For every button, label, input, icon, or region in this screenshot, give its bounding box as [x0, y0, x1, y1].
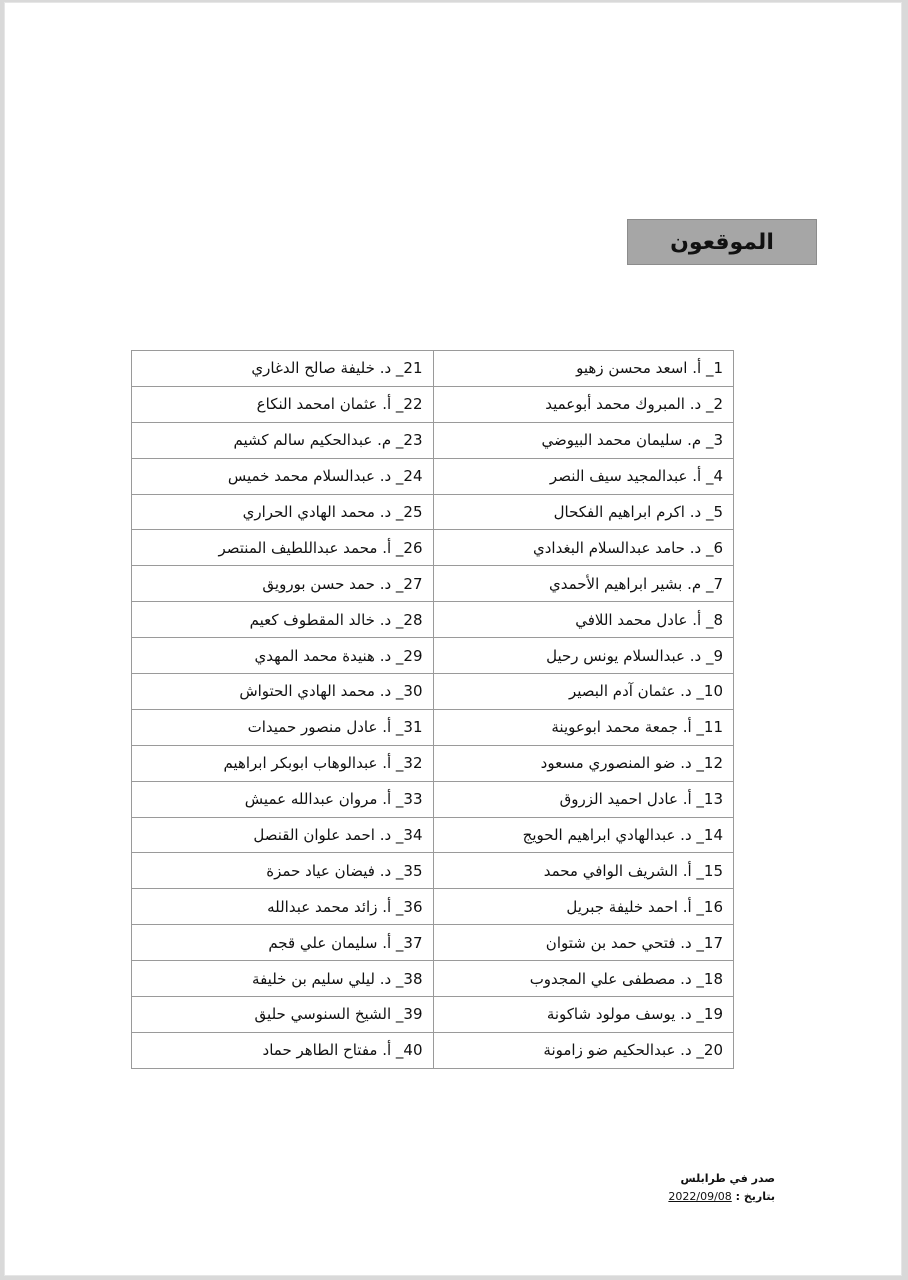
table-row — [132, 925, 734, 961]
signatory-cell: 10_ د. عثمان آدم البصير — [433, 674, 733, 710]
signatory-cell: 35_ د. فيضان عياد حمزة — [132, 853, 434, 889]
signatory-cell: 19_ د. يوسف مولود شاكونة — [433, 997, 733, 1033]
signatory-cell: 36_ أ. زائد محمد عبدالله — [132, 889, 434, 925]
table-row — [132, 602, 734, 638]
signatory-cell: 14_ د. عبدالهادي ابراهيم الحويج — [433, 817, 733, 853]
signatory-cell: 28_ د. خالد المقطوف كعيم — [132, 602, 434, 638]
issue-footer — [625, 1170, 775, 1206]
signatory-cell: 34_ د. احمد علوان القنصل — [132, 817, 434, 853]
signatory-cell: 15_ أ. الشريف الوافي محمد — [433, 853, 733, 889]
table-row — [132, 817, 734, 853]
table-row — [132, 889, 734, 925]
signatory-cell: 9_ د. عبدالسلام يونس رحيل — [433, 638, 733, 674]
signatory-cell: 13_ أ. عادل احميد الزروق — [433, 781, 733, 817]
table-row — [132, 458, 734, 494]
issue-date: 2022/09/08 — [668, 1190, 732, 1203]
signatory-cell: 37_ أ. سليمان علي قجم — [132, 925, 434, 961]
table-row — [132, 853, 734, 889]
signatory-cell: 20_ د. عبدالحكيم ضو زامونة — [433, 1032, 733, 1068]
signatory-cell: 21_ د. خليفة صالح الدغاري — [132, 351, 434, 387]
signatory-cell: 40_ أ. مفتاح الطاهر حماد — [132, 1032, 434, 1068]
signatory-cell: 16_ أ. احمد خليفة جبريل — [433, 889, 733, 925]
table-row — [132, 566, 734, 602]
signatory-cell: 1_ أ. اسعد محسن زهيو — [433, 351, 733, 387]
signatory-cell: 18_ د. مصطفى علي المجدوب — [433, 961, 733, 997]
signatory-cell: 12_ د. ضو المنصوري مسعود — [433, 745, 733, 781]
table-row — [132, 709, 734, 745]
signatory-cell: 3_ م. سليمان محمد البيوضي — [433, 422, 733, 458]
signatory-cell: 11_ أ. جمعة محمد ابوعوينة — [433, 709, 733, 745]
signatory-cell: 22_ أ. عثمان امحمد النكاع — [132, 386, 434, 422]
page-title: الموقعون — [670, 229, 774, 255]
table-row — [132, 781, 734, 817]
signatory-cell: 8_ أ. عادل محمد اللافي — [433, 602, 733, 638]
title-banner — [627, 219, 817, 265]
table-row — [132, 1032, 734, 1068]
signatory-cell: 4_ أ. عبدالمجيد سيف النصر — [433, 458, 733, 494]
table-row — [132, 422, 734, 458]
issue-date-line — [625, 1188, 775, 1206]
signatory-cell: 24_ د. عبدالسلام محمد خميس — [132, 458, 434, 494]
signatory-cell: 39_ الشيخ السنوسي حليق — [132, 997, 434, 1033]
table-row — [132, 386, 734, 422]
table-row — [132, 351, 734, 387]
document-page — [4, 2, 902, 1276]
signatory-cell: 31_ أ. عادل منصور حميدات — [132, 709, 434, 745]
signatory-cell: 2_ د. المبروك محمد أبوعميد — [433, 386, 733, 422]
signatory-cell: 29_ د. هنيدة محمد المهدي — [132, 638, 434, 674]
table-row — [132, 674, 734, 710]
table-row — [132, 745, 734, 781]
table-row — [132, 961, 734, 997]
issue-place: صدر في طرابلس — [680, 1172, 775, 1185]
signatories-table — [131, 350, 734, 1069]
issue-date-label: بتاريخ : — [735, 1190, 775, 1203]
table-row — [132, 997, 734, 1033]
table-row — [132, 494, 734, 530]
table-row — [132, 530, 734, 566]
signatory-cell: 26_ أ. محمد عبداللطيف المنتصر — [132, 530, 434, 566]
signatory-cell: 27_ د. حمد حسن بورويق — [132, 566, 434, 602]
signatory-cell: 38_ د. ليلي سليم بن خليفة — [132, 961, 434, 997]
table-row — [132, 638, 734, 674]
signatory-cell: 30_ د. محمد الهادي الحتواش — [132, 674, 434, 710]
signatory-cell: 32_ أ. عبدالوهاب ابوبكر ابراهيم — [132, 745, 434, 781]
signatory-cell: 17_ د. فتحي حمد بن شتوان — [433, 925, 733, 961]
signatory-cell: 5_ د. اكرم ابراهيم الفكحال — [433, 494, 733, 530]
signatory-cell: 33_ أ. مروان عبدالله عميش — [132, 781, 434, 817]
signatory-cell: 25_ د. محمد الهادي الحراري — [132, 494, 434, 530]
signatory-cell: 6_ د. حامد عبدالسلام البغدادي — [433, 530, 733, 566]
signatory-cell: 23_ م. عبدالحكيم سالم كشيم — [132, 422, 434, 458]
signatory-cell: 7_ م. بشير ابراهيم الأحمدي — [433, 566, 733, 602]
